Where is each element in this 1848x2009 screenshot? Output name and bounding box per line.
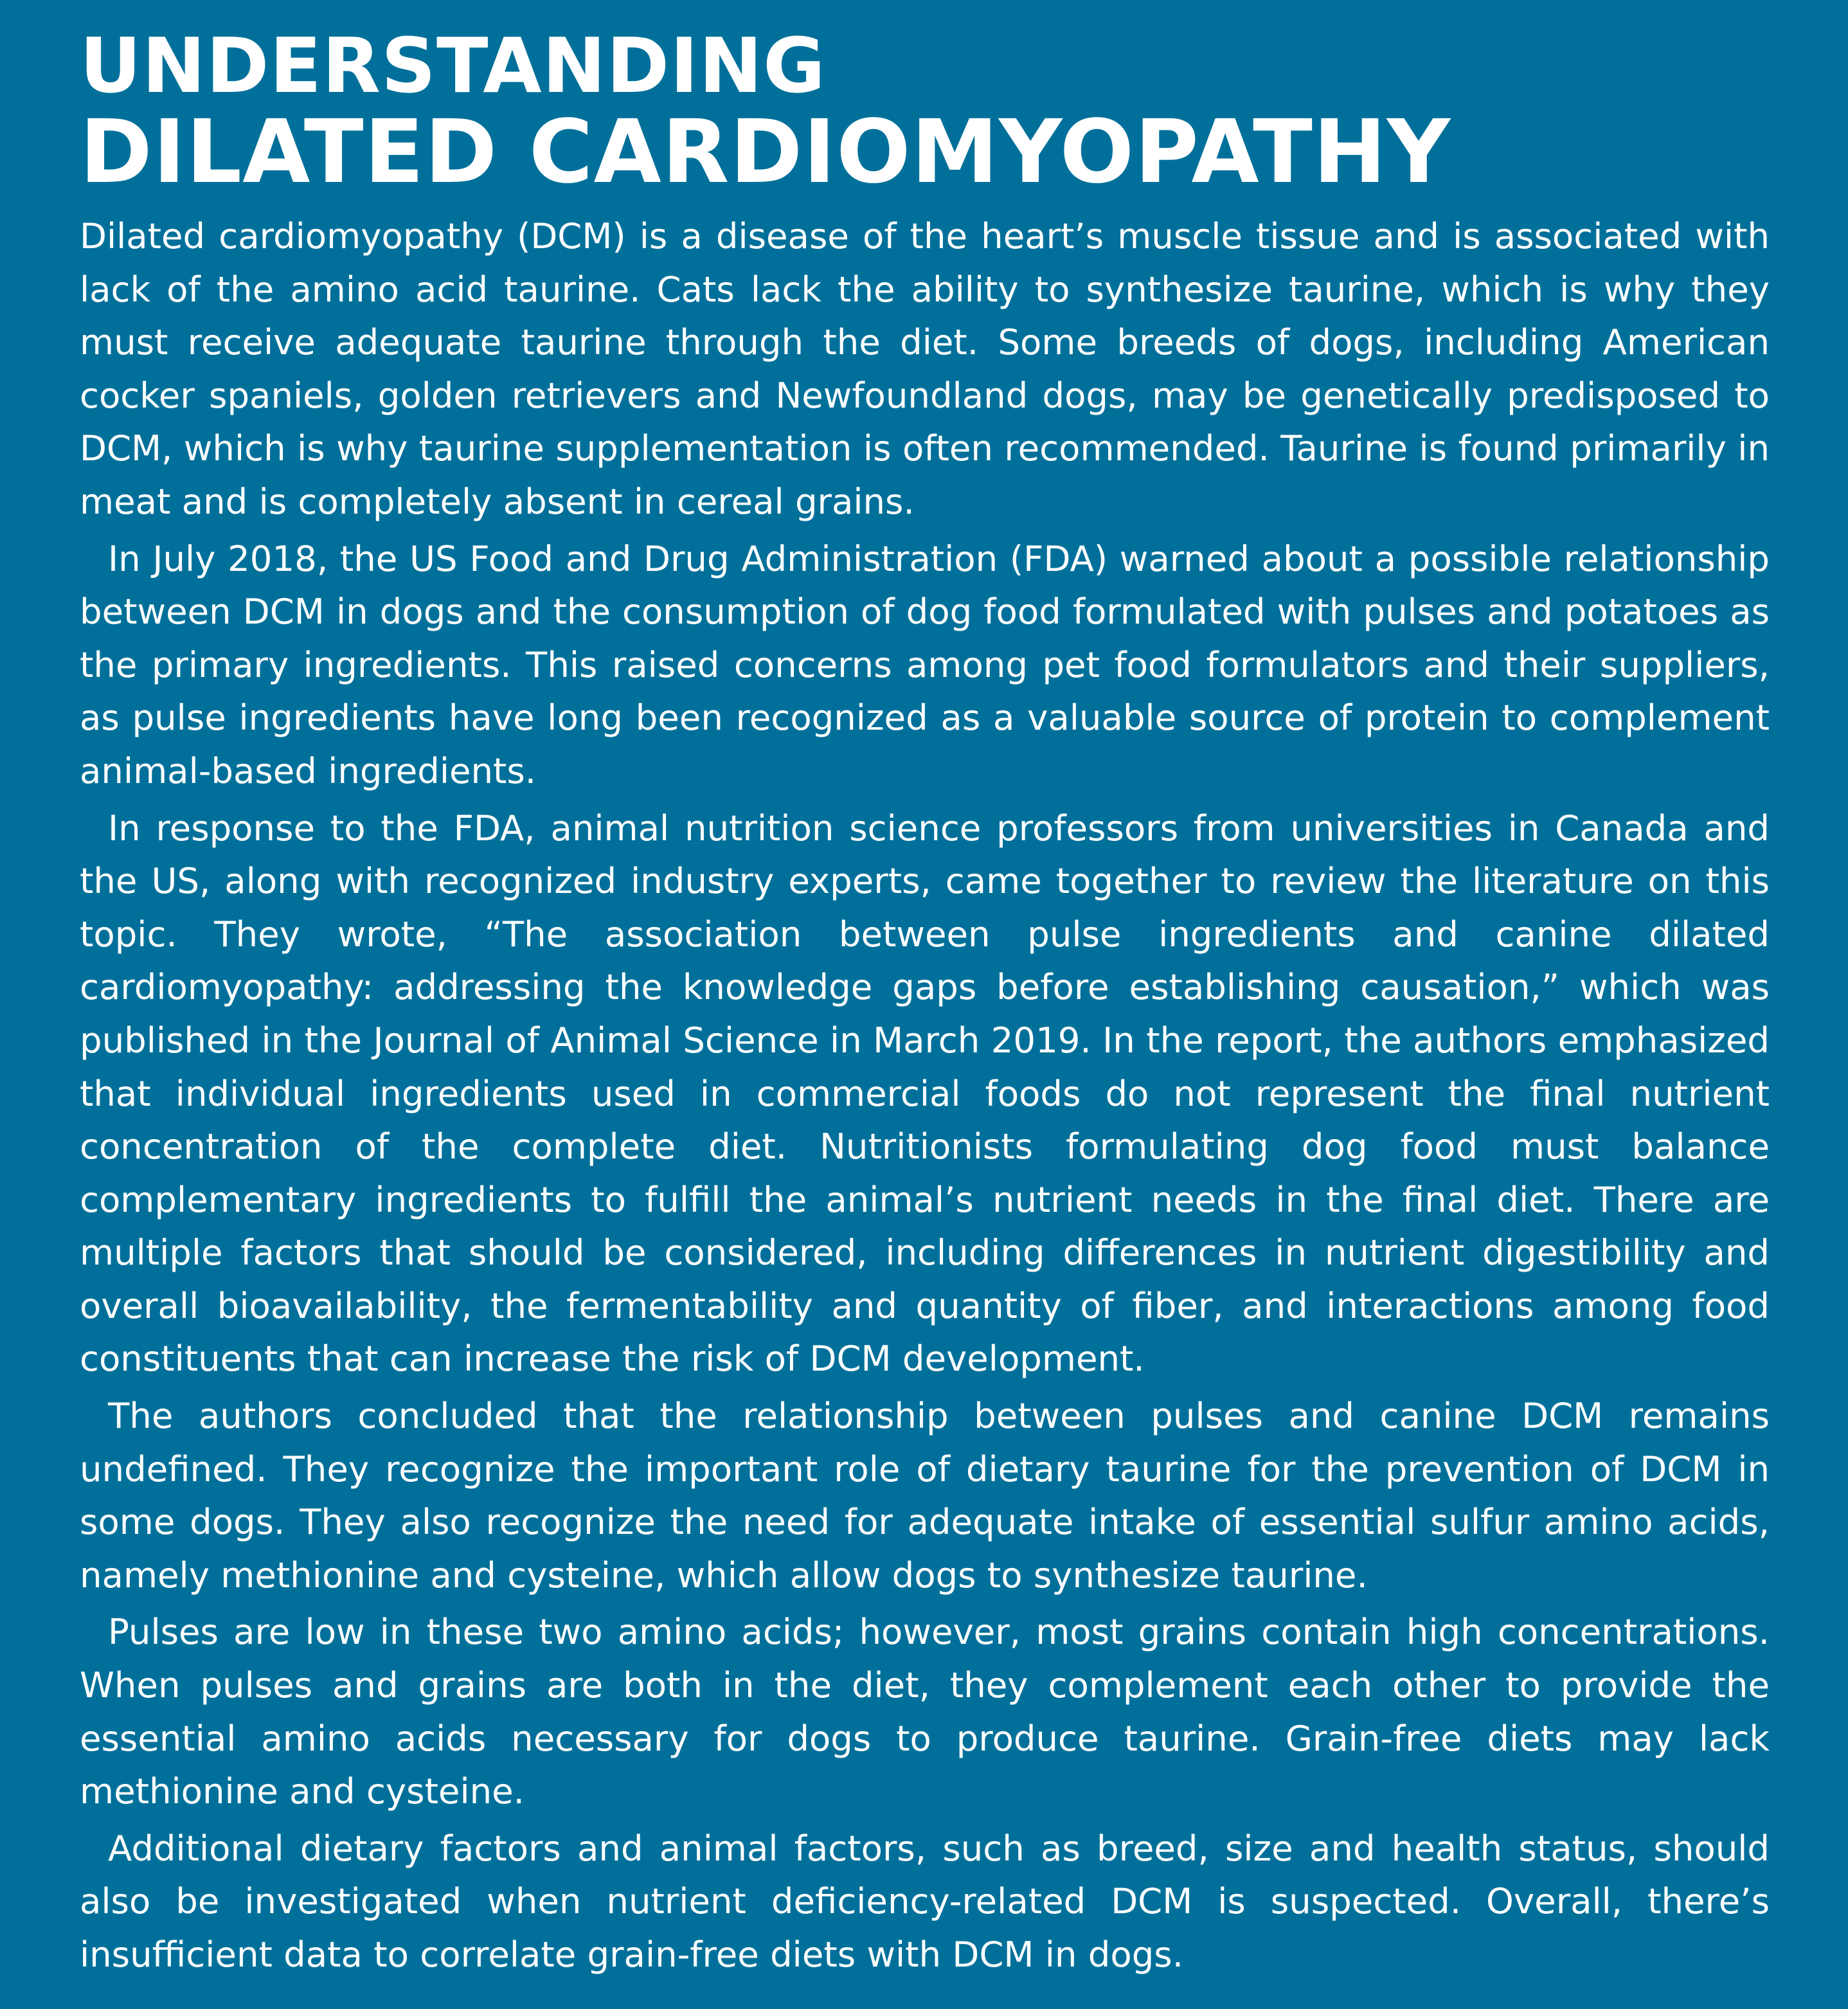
paragraph-5: Pulses are low in these two amino acids; however, most grains contain high concentrations. When pulses and grains are both in the diet, they complement each other to provide the essential amino acids necessary for dogs to produce taurine. Grain-free diets may lack methionine and cysteine. — [80, 1611, 1770, 1812]
paragraph-1: Dilated cardiomyopathy (DCM) is a disease of the heart’s muscle tissue and is associated with lack of the amino acid taurine. Cats lack the ability to synthesize taurine, which is why they must receive adequate taurine through the diet. Some breeds of dogs, including American cocker spaniels, golden retrievers and Newfoundland dogs, may be genetically predisposed to DCM, which is why taurine supplementation is often recommended. Taurine is found primarily in meat and is completely absent in cereal grains. — [80, 215, 1770, 522]
paragraph-2: In July 2018, the US Food and Drug Administration (FDA) warned about a possible relationship between DCM in dogs and the consumption of dog food formulated with pulses and potatoes as the primary ingredients. This raised concerns among pet food formulators and their suppliers, as pulse ingredients have long been recognized as a valuable source of protein to complement animal-based ingredients. — [80, 537, 1770, 791]
paragraph-4: The authors concluded that the relationship between pulses and canine DCM remains undefined. They recognize the important role of dietary taurine for the prevention of DCM in some dogs. They also recognize the need for adequate intake of essential sulfur amino acids, namely methionine and cysteine, which allow dogs to synthesize taurine. — [80, 1395, 1770, 1596]
title-line-1: UNDERSTANDING — [80, 21, 826, 110]
paragraph-3: In response to the FDA, animal nutrition science professors from universities in Canada and the US, along with recognized industry experts, came together to review the literature on this topic. They wrote, “The association between pulse ingredients and canine dilated cardiomyopathy: addressing the knowledge gaps before establishing causation,” which was published in the Journal of Animal Science in March 2019. In the report, the authors emphasized that individual ingredients used in commercial foods do not represent the final nutrient concentration of the complete diet. Nutritionists formulating dog food must balance complementary ingredients to fulfill the animal’s nutrient needs in the final diet. There are multiple factors that should be considered, including differences in nutrient digestibility and overall bioavailability, the fermentability and quantity of fiber, and interactions among food constituents that can increase the risk of DCM development. — [80, 807, 1770, 1380]
title-line-2: DILATED CARDIOMYOPATHY — [80, 102, 1451, 203]
article-body — [80, 210, 1770, 1981]
paragraph-6: Additional dietary factors and animal factors, such as breed, size and health status, should also be investigated when nutrient deficiency-related DCM is suspected. Overall, there’s insufficient data to correlate grain-free diets with DCM in dogs. — [80, 1827, 1770, 1975]
